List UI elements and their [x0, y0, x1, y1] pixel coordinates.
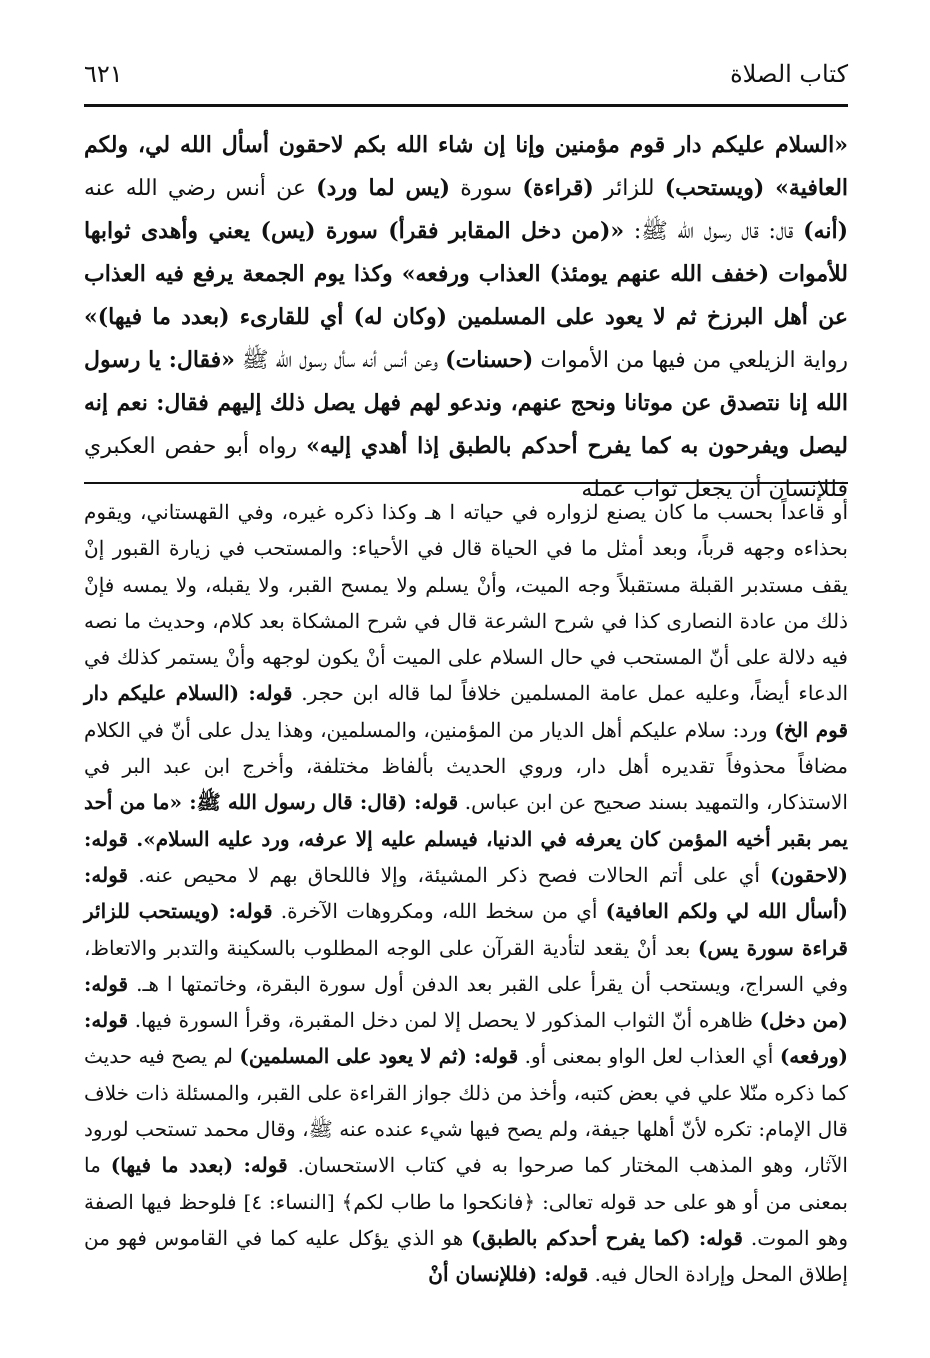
commentary-span: أي من سخط الله، ومكروهات الآخرة. [272, 899, 606, 924]
main-text-span: (أنه) [803, 218, 849, 244]
main-text-span: «فقال: يا رسول الله إنا نتصدق عن موتانا ونحج عنهم، وندعو لهم فهل يصل ذلك إليهم فقال: نعم إنه ليصل ويفرحون به كما يفرح أحدكم بالطبق إذا أهدي إليه» [84, 347, 849, 459]
commentary-span: ظاهره أنّ الثواب المذكور لا يحصل إلا لمن دخل المقبرة، وقرأ السورة فيها. [128, 1008, 760, 1033]
commentary-span: هو الذي يؤكل عليه كما في القاموس فهو من إطلاق المحل وإرادة الحال فيه. [84, 1225, 848, 1287]
commentary-span: قوله: (السلام عليكم دار قوم الخ) [84, 681, 848, 742]
commentary-span: أي على أتم الحالات فصح ذكر المشيئة، وإلا فاللحاق بهم لا محيص عنه. [128, 862, 771, 887]
main-text-span: وعن أنس أنه سأل رسول الله ﷺ [234, 348, 446, 373]
main-text-span: رواية الزيلعي من فيها من الأموات [533, 348, 848, 373]
main-text-block [84, 124, 849, 502]
main-text-span: سورة [450, 176, 523, 201]
commentary-span: ما بمعنى من أو هو على حد قوله تعالى: ﴿فانكحوا ما طاب لكم﴾ [النساء: ٤] فلوحظ فيها الصفة وهو الموت. [84, 1153, 848, 1250]
commentary-paragraph [84, 494, 848, 1293]
main-text-span: «السلام عليكم دار قوم مؤمنين وإنا إن شاء الله بكم لاحقون أسأل الله لي، ولكم العافية» (ويستحب) [84, 132, 849, 201]
commentary-span: قوله: (قال: قال رسول الله ﷺ: «ما من أحد يمر بقبر أخيه المؤمن كان يعرفه في الدنيا، فيسلم عليه إلا عرفه، ورد عليه السلام». قوله: (لاحقون) [84, 790, 848, 887]
commentary-span: أو قاعداً بحسب ما كان يصنع لزواره في حياته ا هـ وكذا ذكره غيره، وفي القهستاني، ويقوم بحذاءه وجهه قرباً، وبعد أمثل ما في الحياة قال في الأحياء: والمستحب في زيارة القبور إنْ يقف مستدبر القبلة مستقبلاً وجه الميت، وأنْ يسلم ولا يمسح القبر، ولا يقبله، ولا يمسه فإنْ ذلك من عادة النصارى كذا في شرح الشرعة قال في شرح المشكاة بعد كلام، وحديث ما نصه فيه دلالة على أنّ المستحب في حال السلام على الميت أنْ يكون لوجهه وأنْ يستمر كذلك في الدعاء أيضاً، وعليه عمل عامة المسلمين خلافاً لما قاله ابن حجر. [84, 500, 848, 706]
footnote-divider [84, 482, 848, 484]
main-text-span: (قراءة) [522, 175, 594, 201]
header-divider [84, 104, 848, 107]
main-text-span: (يس لما ورد) [316, 175, 451, 201]
commentary-span: قوله: (فللإنسان أنْ [428, 1262, 589, 1287]
commentary-span: قوله: (ويستحب للزائر قراءة سورة يس) [84, 899, 848, 960]
book-chapter-title: كتاب الصلاة [730, 60, 848, 88]
commentary-span: أي العذاب لعل الواو بمعنى أو. [518, 1044, 780, 1069]
main-text-span: للزائر [593, 176, 665, 201]
commentary-span: بعد أنْ يقعد لتأدية القرآن على الوجه المطلوب بالسكينة والتدبر والاتعاظ، وفي السراج، ويستحب أن يقرأ على القبر بعد الدفن أول سورة البقرة، وخاتمتها ا هـ. [84, 935, 848, 996]
main-text-paragraph [84, 124, 848, 511]
commentary-span: قوله: (كما يفرح أحدكم بالطبق) [471, 1225, 743, 1250]
main-text-span: قال: قال رسول الله ﷺ: [624, 219, 804, 244]
commentary-span: قوله: (بعدد ما فيها) [110, 1153, 288, 1178]
commentary-span: قوله: (من دخل) [84, 971, 848, 1033]
main-text-span: «(من دخل المقابر فقرأ) سورة (يس) يعني وأهدى ثوابها للأموات (خفف الله عنهم يومئذ) العذاب ورفعه» وكذا يوم الجمعة يرفع فيه العذاب عن أهل البرزخ ثم لا يعود على المسلمين (وكان له) أي للقارىء (بعدد ما فيها)» [84, 218, 848, 330]
commentary-block [84, 494, 848, 1334]
page-header [84, 56, 848, 96]
main-text-span: عن أنس رضي الله عنه [84, 176, 317, 201]
main-text-span: (حسنات) [445, 347, 534, 373]
commentary-span: قوله: (أسأل الله لي ولكم العافية) [84, 862, 849, 924]
commentary-span: قوله: (ورفعه) [84, 1008, 849, 1069]
commentary-span: ورد: سلام عليكم أهل الديار من المؤمنين، والمسلمين، وهذا يدل على أنّ في الكلام مضافاً محذوفاً تقديره أهل دار، وروي الحديث بألفاظ مختلفة، وأخرج ابن عبد البر في الاستذكار، والتمهيد بسند صحيح عن ابن عباس. [84, 717, 848, 815]
commentary-span: لم يصح فيه حديث كما ذكره منّلا علي في بعض كتبه، وأخذ من ذلك جواز القراءة على القبر، والمسئلة ذات خلاف قال الإمام: تكره لأنّ أهلها جيفة، ولم يصح فيها شيء عنده عنه ﷺ، وقال محمد تستحب لورود الآثار، وهو المذهب المختار كما صرحوا به في كتاب الاستحسان. [84, 1044, 848, 1178]
main-text-span: رواه أبو حفص العكبري فللإنسان أن يجعل ثواب عمله [84, 434, 848, 502]
page-number: ٦٢١ [84, 60, 123, 88]
commentary-span: قوله: (ثم لا يعود على المسلمين) [239, 1044, 519, 1069]
